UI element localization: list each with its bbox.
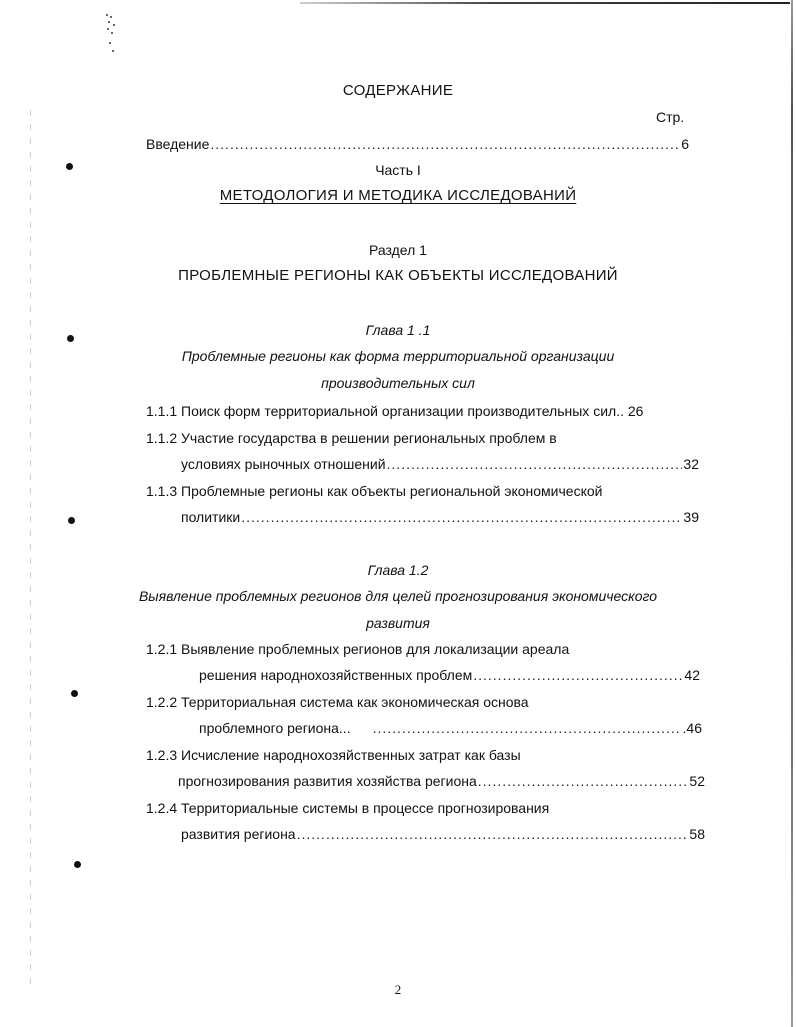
toc-entry-label: решения народнохозяйственных проблем — [199, 667, 473, 683]
toc-entry-page: 32 — [683, 456, 699, 472]
toc-entry-page: 58 — [689, 826, 705, 842]
leader-dots — [241, 508, 682, 526]
section-label: Раздел 1 — [369, 242, 427, 258]
toc-entry-label: политики — [181, 509, 241, 525]
toc-entry-label: условиях рыночных отношений — [181, 456, 386, 472]
toc-entry-page: 42 — [684, 667, 700, 683]
chapter-label: Глава 1 .1 — [365, 322, 431, 338]
toc-entry-1-1-2 — [181, 455, 699, 473]
scan-edge-right — [791, 0, 793, 1027]
binder-hole — [71, 690, 78, 697]
toc-entry-1-1-2-line1: 1.1.2 Участие государства в решении региональных проблем в — [146, 430, 557, 446]
chapter-title-line1: Проблемные регионы как форма территориальной организации — [181, 348, 615, 364]
toc-entry-1-2-4 — [181, 825, 705, 843]
toc-entry-1-2-1-line1: 1.2.1 Выявление проблемных регионов для локализации ареала — [146, 641, 570, 657]
chapter-title-line2: производительных сил — [321, 375, 475, 391]
chapter-title-line1: Выявление проблемных регионов для целей прогнозирования экономического — [138, 588, 658, 604]
part-label: Часть I — [375, 162, 421, 178]
page-column-label: Стр. — [656, 109, 685, 125]
toc-entry-1-1-3-line1: 1.1.3 Проблемные регионы как объекты региональной экономической — [146, 483, 603, 499]
leader-dots — [297, 825, 689, 843]
binder-hole — [74, 861, 81, 868]
toc-entry-1-2-4-line1: 1.2.4 Территориальные системы в процессе прогнозирования — [146, 800, 550, 816]
toc-entry-1-1-3 — [181, 508, 699, 526]
page-title: СОДЕРЖАНИЕ — [342, 82, 454, 99]
toc-entry-page: 26 — [627, 403, 644, 419]
scan-specks — [104, 12, 124, 62]
toc-entry-label: Введение — [146, 136, 210, 152]
section-title: ПРОБЛЕМНЫЕ РЕГИОНЫ КАК ОБЪЕКТЫ ИССЛЕДОВАНИЙ — [178, 267, 618, 284]
toc-entry-1-2-3 — [178, 772, 705, 790]
toc-entry-label: 1.1.1 Поиск форм территориальной организации производительных сил.. — [146, 403, 624, 419]
toc-entry-page: 52 — [689, 773, 705, 789]
binder-hole — [68, 517, 75, 524]
chapter-title-line2: развития — [366, 615, 430, 631]
toc-entry-page: 6 — [681, 136, 689, 152]
toc-entry-intro — [146, 135, 689, 153]
toc-entry-page: .46 — [682, 720, 702, 736]
chapter-label: Глава 1.2 — [367, 562, 429, 578]
toc-entry-1-1-1 — [146, 402, 643, 420]
leader-dots — [478, 772, 689, 790]
toc-entry-label: развития региона — [181, 826, 296, 842]
part-title: МЕТОДОЛОГИЯ И МЕТОДИКА ИССЛЕДОВАНИЙ — [219, 187, 577, 204]
leader-dots — [210, 135, 680, 153]
leader-dots — [473, 666, 683, 684]
toc-entry-label: прогнозирования развития хозяйства региона — [178, 773, 477, 789]
toc-entry-page: 39 — [683, 509, 699, 525]
toc-entry-1-2-3-line1: 1.2.3 Исчисление народнохозяйственных затрат как базы — [146, 747, 521, 763]
toc-entry-label: проблемного региона... — [199, 720, 351, 736]
toc-entry-1-2-2-line1: 1.2.2 Территориальная система как экономическая основа — [146, 694, 529, 710]
toc-entry-1-2-1 — [199, 666, 700, 684]
toc-entry-1-2-2 — [199, 719, 702, 737]
scan-edge-top — [300, 2, 790, 4]
leader-dots — [373, 719, 682, 737]
leader-dots — [387, 455, 683, 473]
page-number: 2 — [394, 982, 402, 997]
